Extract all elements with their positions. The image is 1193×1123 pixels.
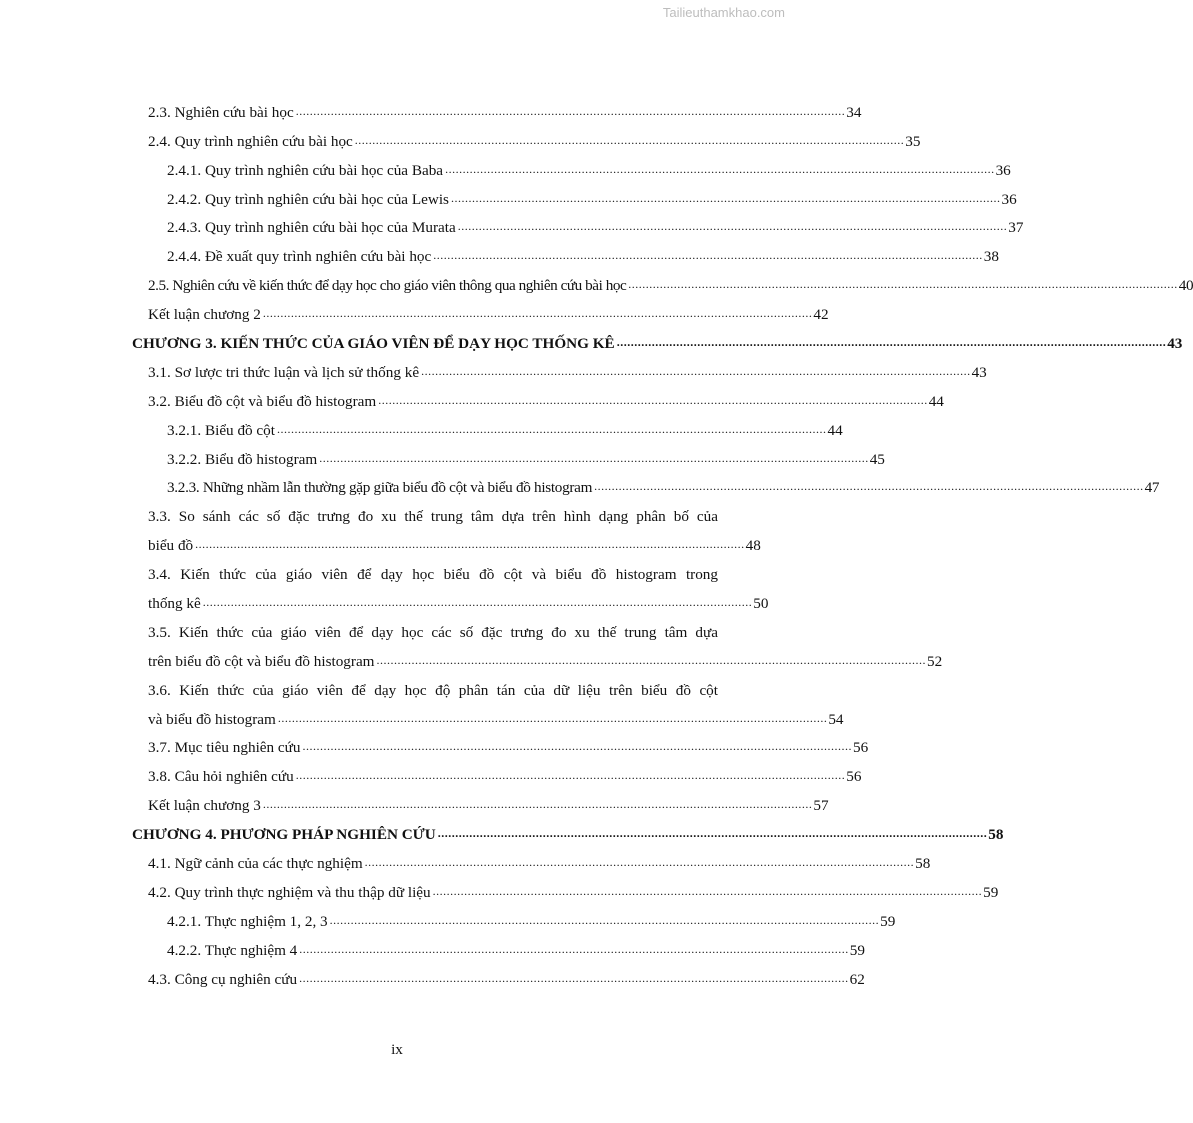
toc-page: 52: [927, 652, 943, 670]
toc-page: 58: [988, 826, 1004, 844]
toc-entry-conclusion-3[interactable]: Kết luận chương 3 ............................................................................................................................................................. 57: [148, 797, 829, 815]
toc-page: 43: [971, 363, 987, 381]
toc-entry-4-2-2[interactable]: 4.2.2. Thực nghiệm 4 ............................................................................................................................................................. 59: [167, 941, 865, 959]
page-number: ix: [391, 1041, 403, 1058]
toc-entry-2-4-1[interactable]: 2.4.1. Quy trình nghiên cứu bài học của Baba ............................................................................................................................................................. 36: [167, 161, 1011, 179]
toc-page: 54: [828, 710, 844, 728]
toc-title: 2.4.1. Quy trình nghiên cứu bài học của Baba: [167, 161, 444, 179]
toc-title: 4.1. Ngữ cảnh của các thực nghiệm: [148, 855, 363, 873]
toc-page: 56: [846, 768, 862, 786]
toc-entry-conclusion-2[interactable]: Kết luận chương 2 ............................................................................................................................................................. 42: [148, 306, 829, 324]
toc-entry-3-5[interactable]: 3.5. Kiến thức của giáo viên để dạy học các số đặc trưng đo xu thế trung tâm dựa trên biểu đồ cột và biểu đồ histogram ............................................................................................................................................................. 52: [148, 623, 943, 670]
toc-title-line2: và biểu đồ histogram: [148, 710, 276, 728]
toc-title: 3.2.2. Biểu đồ histogram: [167, 450, 318, 468]
toc-page: 37: [1008, 219, 1024, 237]
toc-title-line2: thống kê: [148, 595, 201, 613]
toc-page: 59: [849, 941, 865, 959]
table-of-contents: [132, 93, 1193, 989]
toc-title: 2.4.4. Đề xuất quy trình nghiên cứu bài học: [167, 248, 432, 266]
toc-entry-2-4-2[interactable]: 2.4.2. Quy trình nghiên cứu bài học của Lewis ............................................................................................................................................................. 36: [167, 190, 1017, 208]
toc-entry-2-4-4[interactable]: 2.4.4. Đề xuất quy trình nghiên cứu bài học ............................................................................................................................................................. 38: [167, 248, 999, 266]
toc-title: CHƯƠNG 4. PHƯƠNG PHÁP NGHIÊN CỨU: [132, 826, 436, 844]
toc-title: 2.5. Nghiên cứu về kiến thức để dạy học cho giáo viên thông qua nghiên cứu bài học: [148, 277, 627, 295]
toc-entry-3-1[interactable]: 3.1. Sơ lược tri thức luận và lịch sử thống kê ............................................................................................................................................................. 43: [148, 363, 987, 381]
toc-page: 42: [813, 306, 829, 324]
toc-page: 35: [905, 132, 921, 150]
toc-entry-3-2-2[interactable]: 3.2.2. Biểu đồ histogram ............................................................................................................................................................. 45: [167, 450, 885, 468]
toc-title: 3.2. Biểu đồ cột và biểu đồ histogram: [148, 392, 377, 410]
toc-page: 58: [915, 855, 931, 873]
toc-entry-2-4-3[interactable]: 2.4.3. Quy trình nghiên cứu bài học của Murata ............................................................................................................................................................. 37: [167, 219, 1024, 237]
toc-title: Kết luận chương 2: [148, 306, 261, 324]
toc-entry-3-8[interactable]: 3.8. Câu hỏi nghiên cứu ............................................................................................................................................................. 56: [148, 768, 862, 786]
toc-title: 3.2.1. Biểu đồ cột: [167, 421, 275, 439]
toc-title: 4.3. Công cụ nghiên cứu: [148, 970, 298, 988]
toc-entry-3-6[interactable]: 3.6. Kiến thức của giáo viên để dạy học độ phân tán của dữ liệu trên biểu đồ cột và biểu đồ histogram ............................................................................................................................................................. 54: [148, 681, 844, 728]
toc-entry-4-3[interactable]: 4.3. Công cụ nghiên cứu ............................................................................................................................................................. 62: [148, 970, 865, 988]
toc-page: 34: [846, 103, 862, 121]
toc-page: 62: [849, 970, 865, 988]
toc-title: 2.3. Nghiên cứu bài học: [148, 103, 294, 121]
toc-title: 2.4.3. Quy trình nghiên cứu bài học của Murata: [167, 219, 456, 237]
toc-title: 2.4. Quy trình nghiên cứu bài học: [148, 132, 353, 150]
toc-title: 4.2.1. Thực nghiệm 1, 2, 3: [167, 912, 328, 930]
toc-title-line1: 3.6. Kiến thức của giáo viên để dạy học độ phân tán của dữ liệu trên biểu đồ cột: [148, 681, 718, 699]
toc-title: 2.4.2. Quy trình nghiên cứu bài học của Lewis: [167, 190, 449, 208]
toc-page: 36: [995, 161, 1011, 179]
toc-entry-3-4[interactable]: 3.4. Kiến thức của giáo viên để dạy học biểu đồ cột và biểu đồ histogram trong thống kê ............................................................................................................................................................. 50: [148, 566, 769, 613]
toc-entry-chapter-3[interactable]: CHƯƠNG 3. KIẾN THỨC CỦA GIÁO VIÊN ĐỂ DẠY HỌC THỐNG KÊ ............................................................................................................................................................. 43: [132, 335, 1183, 353]
toc-title-line1: 3.5. Kiến thức của giáo viên để dạy học các số đặc trưng đo xu thế trung tâm dựa: [148, 623, 718, 641]
toc-title-line2: trên biểu đồ cột và biểu đồ histogram: [148, 652, 375, 670]
toc-page: 47: [1144, 479, 1160, 497]
toc-page: 45: [869, 450, 885, 468]
toc-title: CHƯƠNG 3. KIẾN THỨC CỦA GIÁO VIÊN ĐỂ DẠY HỌC THỐNG KÊ: [132, 335, 615, 353]
toc-entry-4-2[interactable]: 4.2. Quy trình thực nghiệm và thu thập dữ liệu ............................................................................................................................................................. 59: [148, 883, 999, 901]
toc-title: 3.1. Sơ lược tri thức luận và lịch sử thống kê: [148, 363, 420, 381]
toc-page: 59: [880, 912, 896, 930]
toc-entry-3-2-1[interactable]: 3.2.1. Biểu đồ cột ............................................................................................................................................................. 44: [167, 421, 843, 439]
toc-title: 3.2.3. Những nhầm lẫn thường gặp giữa biểu đồ cột và biểu đồ histogram: [167, 479, 593, 497]
toc-entry-2-5[interactable]: 2.5. Nghiên cứu về kiến thức để dạy học cho giáo viên thông qua nghiên cứu bài học ............................................................................................................................................................. 40: [148, 277, 1193, 295]
toc-page: 36: [1001, 190, 1017, 208]
toc-entry-chapter-4[interactable]: CHƯƠNG 4. PHƯƠNG PHÁP NGHIÊN CỨU ............................................................................................................................................................. 58: [132, 826, 1004, 844]
toc-title: Kết luận chương 3: [148, 797, 261, 815]
toc-page: 43: [1167, 335, 1183, 353]
toc-page: 44: [827, 421, 843, 439]
toc-title: 3.8. Câu hỏi nghiên cứu: [148, 768, 294, 786]
toc-entry-3-2[interactable]: 3.2. Biểu đồ cột và biểu đồ histogram ............................................................................................................................................................. 44: [148, 392, 944, 410]
toc-entry-4-2-1[interactable]: 4.2.1. Thực nghiệm 1, 2, 3 ............................................................................................................................................................. 59: [167, 912, 896, 930]
toc-entry-3-2-3[interactable]: 3.2.3. Những nhầm lẫn thường gặp giữa biểu đồ cột và biểu đồ histogram ............................................................................................................................................................. 47: [167, 479, 1160, 497]
toc-title-line2: biểu đồ: [148, 537, 194, 555]
toc-page: 56: [852, 739, 869, 757]
toc-entry-2-4[interactable]: 2.4. Quy trình nghiên cứu bài học ............................................................................................................................................................. 35: [148, 132, 921, 150]
toc-title: 3.7. Mục tiêu nghiên cứu: [148, 739, 301, 757]
toc-page: 48: [745, 537, 761, 555]
watermark: Tailieuthamkhao.com: [662, 5, 785, 20]
toc-title: 4.2.2. Thực nghiệm 4: [167, 941, 298, 959]
toc-page: 44: [928, 392, 944, 410]
toc-page: 57: [813, 797, 829, 815]
toc-entry-3-7[interactable]: 3.7. Mục tiêu nghiên cứu ............................................................................................................................................................. 56: [148, 739, 869, 757]
toc-title-line1: 3.3. So sánh các số đặc trưng đo xu thế trung tâm dựa trên hình dạng phân bố của: [148, 508, 718, 526]
toc-entry-4-1[interactable]: 4.1. Ngữ cảnh của các thực nghiệm ............................................................................................................................................................. 58: [148, 855, 931, 873]
toc-page: 50: [753, 595, 769, 613]
toc-title-line1: 3.4. Kiến thức của giáo viên để dạy học biểu đồ cột và biểu đồ histogram trong: [148, 566, 718, 584]
toc-page: 59: [983, 883, 999, 901]
toc-page: 40: [1178, 277, 1193, 295]
toc-entry-2-3[interactable]: 2.3. Nghiên cứu bài học ............................................................................................................................................................. 34: [148, 103, 862, 121]
toc-entry-3-3[interactable]: 3.3. So sánh các số đặc trưng đo xu thế trung tâm dựa trên hình dạng phân bố của biểu đồ ............................................................................................................................................................. 48: [148, 508, 761, 555]
toc-title: 4.2. Quy trình thực nghiệm và thu thập dữ liệu: [148, 883, 431, 901]
toc-page: 38: [983, 248, 999, 266]
